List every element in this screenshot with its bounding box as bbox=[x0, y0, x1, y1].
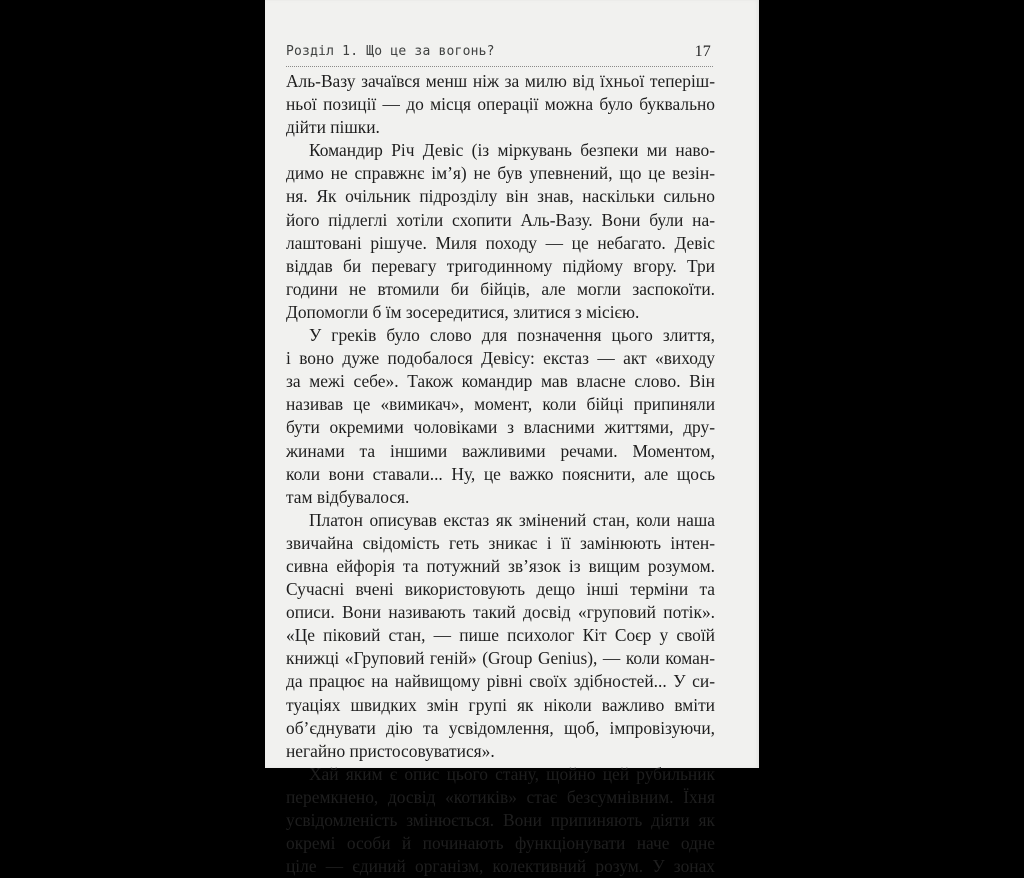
text-line: там відбувалося. bbox=[286, 486, 410, 507]
text-line: дійти пішки. bbox=[286, 117, 380, 138]
text-line: години не втомили би бійців, але могли заспокоїти. bbox=[286, 278, 715, 299]
text-line: димо не справжнє ім’я) не був упевнений, що це везін- bbox=[286, 163, 715, 184]
text-line: негайно пристосовуватися». bbox=[286, 740, 495, 761]
text-line: називав це «вимикач», момент, коли бійці припиняли bbox=[286, 394, 715, 415]
text-line: Аль-Вазу зачаївся менш ніж за милю від їхньої теперіш- bbox=[286, 71, 715, 91]
text-line: усвідомленість змінюється. Вони припиняють діяти як bbox=[286, 810, 715, 830]
text-line: за межі себе». Також командир мав власне слово. Він bbox=[286, 371, 715, 392]
text-line: бути окремими чоловіками з власними життями, дру- bbox=[286, 417, 715, 438]
text-line: книжці «Груповий геній» (Group Genius), — коли коман- bbox=[286, 648, 715, 669]
text-line: туаціях швидких змін групі як ніколи важливо вміти bbox=[286, 694, 715, 715]
text-line: Хай яким є опис цього стану, щойно цей рубильник bbox=[309, 763, 715, 784]
text-line: Платон описував екстаз як змінений стан, коли наша bbox=[309, 509, 715, 530]
text-line: жинами та іншими важливими речами. Моментом, bbox=[286, 440, 715, 461]
page-number: 17 bbox=[694, 43, 711, 60]
text-line: да працює на найвищому рівні своїх здібностей... У си- bbox=[286, 671, 715, 692]
running-header bbox=[286, 44, 711, 66]
text-line: перемкнено, досвід «котиків» стає безсумнівним. Їхня bbox=[286, 786, 715, 807]
paragraph bbox=[286, 139, 715, 324]
header-divider bbox=[286, 66, 713, 67]
paragraph bbox=[286, 763, 715, 878]
text-line: і воно дуже подобалося Девісу: екстаз — акт «виходу bbox=[286, 348, 715, 369]
text-line: сивна ейфорія та потужний зв’язок із вищим розумом. bbox=[286, 555, 715, 576]
text-line: лаштовані рішуче. Миля походу — це небагато. Девіс bbox=[286, 232, 715, 253]
text-line: ня. Як очільник підрозділу він знав, наскільки сильно bbox=[286, 186, 715, 207]
text-line: описи. Вони називають такий досвід «груповий потік». bbox=[286, 602, 715, 623]
text-line: «Це піковий стан, — пише психолог Кіт Соєр у своїй bbox=[286, 625, 715, 646]
chapter-title: Розділ 1. Що це за вогонь? bbox=[286, 44, 495, 59]
paragraph bbox=[286, 70, 715, 139]
text-line: ньої позиції — до місця операції можна було буквально bbox=[286, 94, 715, 115]
body-text bbox=[286, 70, 715, 878]
text-line: віддав би перевагу тригодинному підйому вгору. Три bbox=[286, 255, 715, 276]
book-page bbox=[265, 0, 759, 877]
text-line: ціле — єдиний організм, колективний розум. У зонах bbox=[286, 856, 715, 877]
text-line: звичайна свідомість геть зникає і її замінюють інтен- bbox=[286, 532, 715, 553]
text-line: У греків було слово для позначення цього злиття, bbox=[309, 325, 715, 346]
text-line: його підлеглі хотіли схопити Аль-Вазу. Вони були на- bbox=[286, 209, 715, 230]
text-line: окремі особи й починають функціонувати наче одне bbox=[286, 833, 715, 854]
paragraph bbox=[286, 324, 715, 509]
text-line: об’єднувати дію та усвідомлення, щоб, імпровізуючи, bbox=[286, 717, 715, 738]
text-line: Допомогли б їм зосередитися, злитися з місією. bbox=[286, 301, 640, 322]
paragraph bbox=[286, 509, 715, 763]
text-line: коли вони ставали... Ну, це важко пояснити, але щось bbox=[286, 463, 715, 484]
text-line: Командир Річ Девіс (із міркувань безпеки ми наво- bbox=[309, 140, 715, 161]
text-line: Сучасні вчені використовують дещо інші терміни та bbox=[286, 579, 715, 600]
